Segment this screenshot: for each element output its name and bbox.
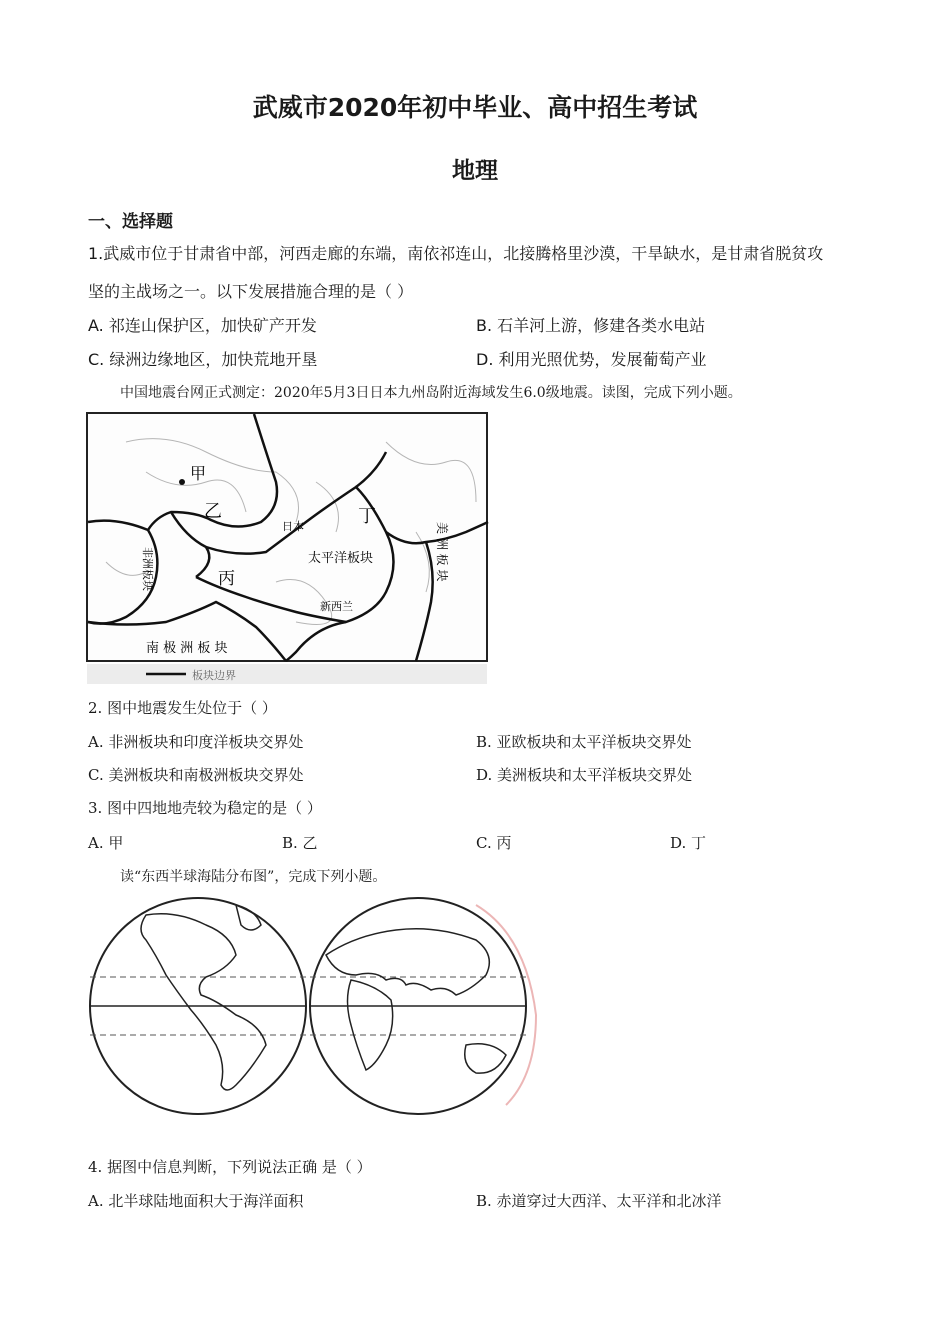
eastern-hemisphere [310,898,526,1114]
q2-option-d: D. 美洲板块和太平洋板块交界处 [476,766,693,784]
hemisphere-map [86,895,546,1117]
q3-stem: 3. 图中四地地壳较为稳定的是（ ） [88,799,322,817]
q1-stem-line2: 坚的主战场之一。以下发展措施合理的是（ ） [88,282,414,301]
label-yi: 乙 [204,501,222,522]
q2-option-a: A. 非洲板块和印度洋板块交界处 [88,733,304,751]
q4-option-b: B. 赤道穿过大西洋、太平洋和北冰洋 [476,1192,722,1210]
q1-option-c: C. 绿洲边缘地区，加快荒地开垦 [88,350,318,369]
label-pacific-plate: 太平洋板块 [308,551,374,566]
label-africa-plate: 非洲板块 [141,547,154,591]
q3-option-c: C. 丙 [476,834,512,852]
label-xinxilan: 新西兰 [320,600,353,613]
label-jia: 甲 [190,464,207,483]
q2-option-c: C. 美洲板块和南极洲板块交界处 [88,766,304,784]
western-hemisphere [90,898,306,1114]
marker-jia [179,479,185,485]
q3-option-a: A. 甲 [88,834,124,852]
legend-text: 板块边界 [192,669,236,682]
q4-stem: 4. 据图中信息判断，下列说法正确 是（ ） [88,1158,372,1176]
plate-map [86,412,490,684]
q2-stem: 2. 图中地震发生处位于（ ） [88,699,277,717]
section-heading: 一、选择题 [88,212,173,232]
label-america-plate: 美 洲 板 块 [435,522,449,582]
q1-stem-line1: 1.武威市位于甘肃省中部，河西走廊的东端，南依祁连山，北接腾格里沙漠，干旱缺水，是甘肃省脱贫攻 [88,244,824,263]
q1-option-b: B. 石羊河上游，修建各类水电站 [476,316,706,335]
intro-hemisphere: 读“东西半球海陆分布图”，完成下列小题。 [120,869,387,885]
label-ding: 丁 [358,506,376,527]
exam-title: 武威市2020年初中毕业、高中招生考试 [252,93,698,122]
label-riben: 日本 [282,520,304,533]
q3-option-b: B. 乙 [282,834,318,852]
label-bing: 丙 [218,569,235,589]
q1-option-d: D. 利用光照优势，发展葡萄产业 [476,350,707,369]
intro-earthquake: 中国地震台网正式测定：2020年5月3日日本九州岛附近海域发生6.0级地震。读图，完成下列小题。 [120,385,742,401]
q2-option-b: B. 亚欧板块和太平洋板块交界处 [476,733,692,751]
label-antarctic-plate: 南 极 洲 板 块 [146,641,228,656]
q1-option-a: A. 祁连山保护区，加快矿产开发 [88,316,317,335]
q3-option-d: D. 丁 [670,834,707,852]
q4-option-a: A. 北半球陆地面积大于海洋面积 [88,1192,304,1210]
subject-title: 地理 [452,158,498,184]
